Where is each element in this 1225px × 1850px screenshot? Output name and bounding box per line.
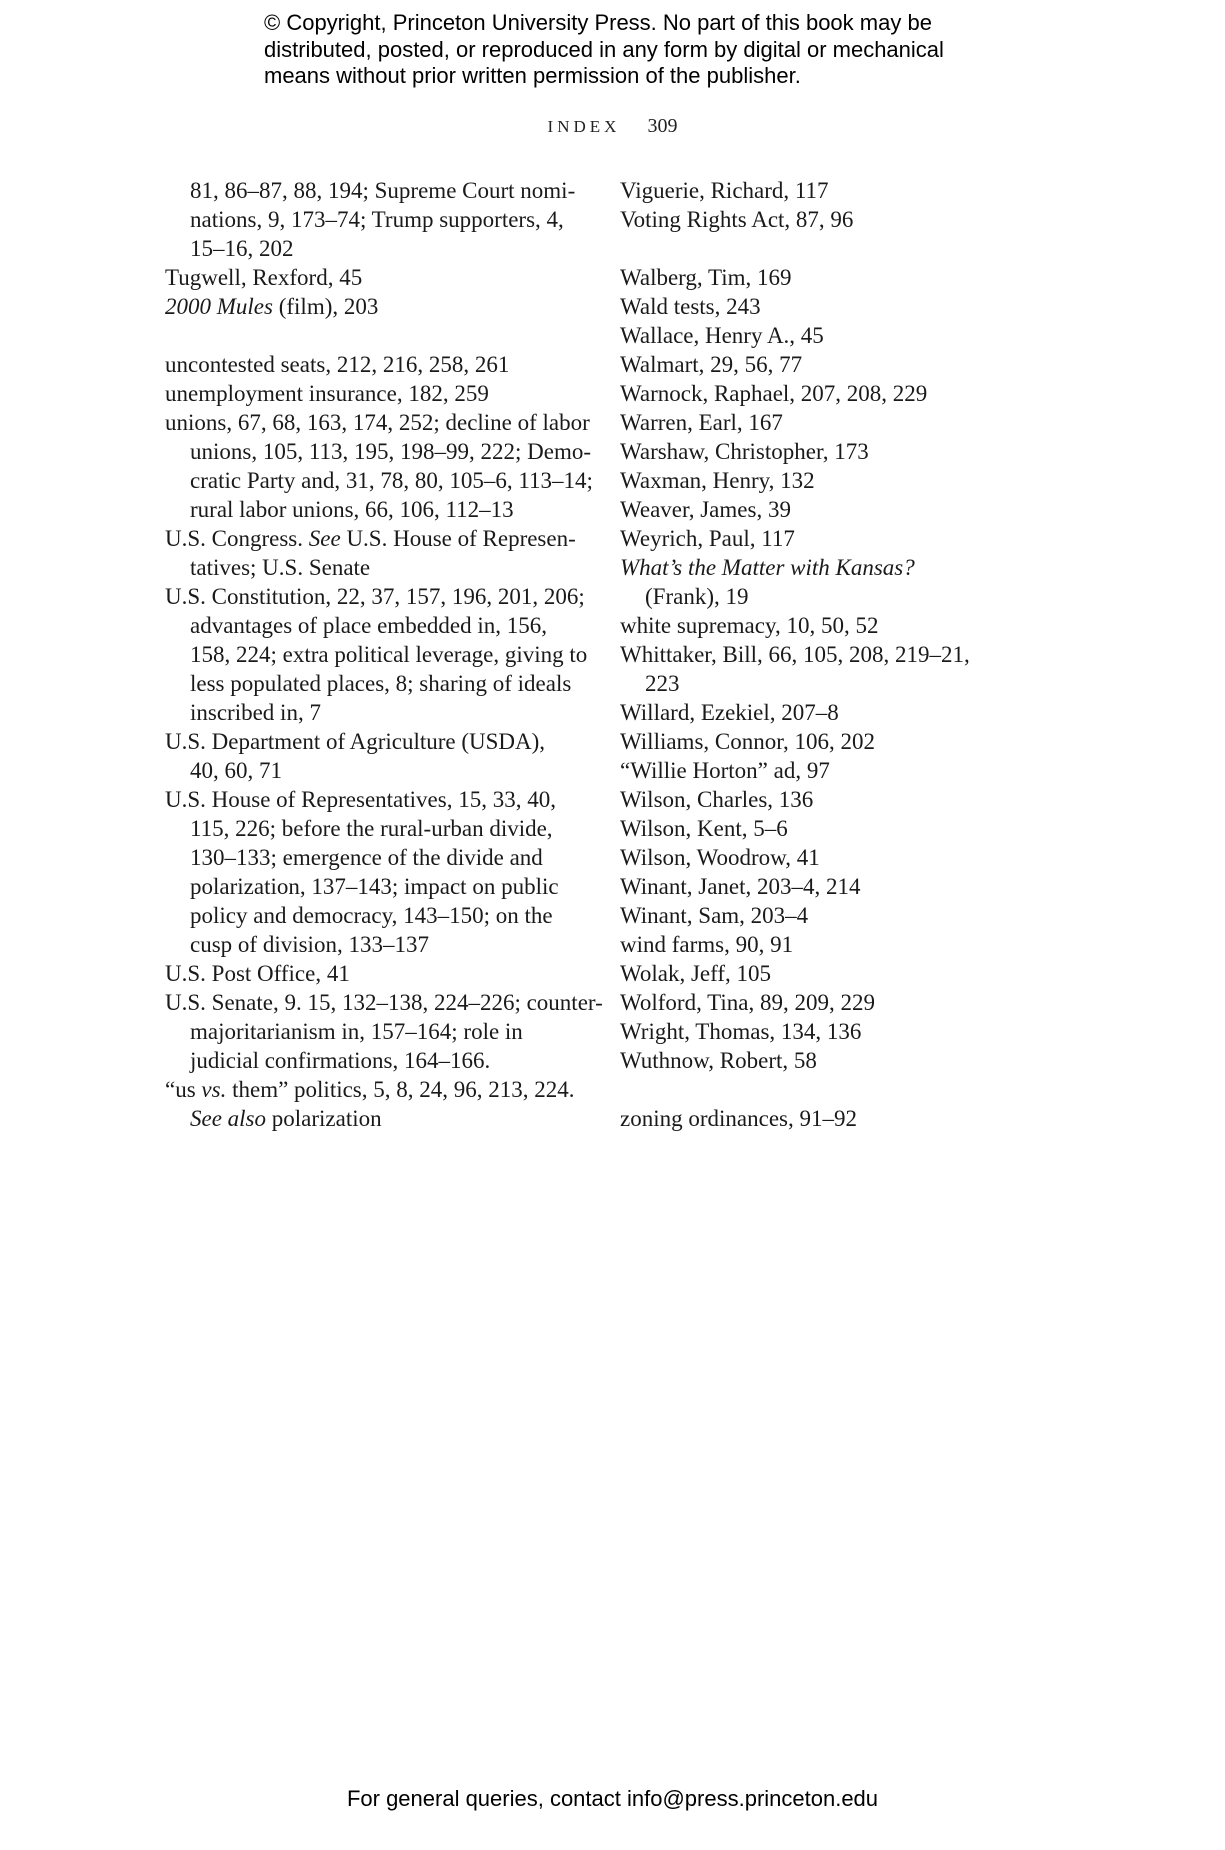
- entry-text: unions, 67, 68, 163, 174, 252; decline of labor: [165, 410, 590, 435]
- entry-text: 130–133; emergence of the divide and: [190, 845, 543, 870]
- index-entry-line: [165, 669, 580, 698]
- index-entry-line: [620, 959, 1060, 988]
- entry-text: tatives; U.S. Senate: [190, 555, 371, 580]
- running-head-label: INDEX: [547, 117, 621, 136]
- index-entry-line: [620, 698, 1060, 727]
- entry-italic-text: What’s the Matter with Kansas?: [620, 555, 915, 580]
- entry-text: 223: [645, 671, 680, 696]
- entry-text: Whittaker, Bill, 66, 105, 208, 219–21,: [620, 642, 970, 667]
- entry-text: U.S. Congress.: [165, 526, 309, 551]
- entry-text: unemployment insurance, 182, 259: [165, 381, 489, 406]
- entry-text: Winant, Sam, 203–4: [620, 903, 809, 928]
- index-entry-line: [620, 785, 1060, 814]
- entry-text: Walberg, Tim, 169: [620, 265, 792, 290]
- entry-text: majoritarianism in, 157–164; role in: [190, 1019, 523, 1044]
- entry-text: cusp of division, 133–137: [190, 932, 429, 957]
- entry-text: “us: [165, 1077, 202, 1102]
- index-entry-line: [165, 930, 580, 959]
- entry-text: 40, 60, 71: [190, 758, 282, 783]
- index-entry-line: [165, 292, 580, 321]
- index-entry-line: [620, 176, 1060, 205]
- entry-text: 158, 224; extra political leverage, giving to: [190, 642, 588, 667]
- entry-text: uncontested seats, 212, 216, 258, 261: [165, 352, 510, 377]
- entry-text: (Frank), 19: [645, 584, 749, 609]
- index-entry-line: [165, 234, 580, 263]
- index-entry-line: [165, 379, 580, 408]
- index-entry-line: [620, 1104, 1060, 1133]
- index-entry-line: [620, 263, 1060, 292]
- index-entry-line: [165, 785, 580, 814]
- entry-text: polarization, 137–143; impact on public: [190, 874, 559, 899]
- index-entry-line: [620, 466, 1060, 495]
- entry-text: Wald tests, 243: [620, 294, 761, 319]
- index-entry-line: [165, 640, 588, 669]
- entry-text: Wilson, Woodrow, 41: [620, 845, 820, 870]
- entry-text: Wilson, Kent, 5–6: [620, 816, 788, 841]
- index-entry-line: [165, 263, 580, 292]
- page-number: 309: [647, 115, 678, 137]
- index-entry-line: [165, 495, 580, 524]
- index-entry-line: [165, 872, 580, 901]
- entry-text: Walmart, 29, 56, 77: [620, 352, 803, 377]
- index-entry-line: [165, 1046, 580, 1075]
- index-entry-line: [620, 930, 1060, 959]
- entry-text: polarization: [266, 1106, 382, 1131]
- entry-italic-text: See: [308, 526, 341, 551]
- index-entry-line: [165, 988, 603, 1017]
- entry-text: Wilson, Charles, 136: [620, 787, 814, 812]
- entry-text: U.S. House of Representatives, 15, 33, 40,: [165, 787, 556, 812]
- index-entry-line: [620, 582, 1060, 611]
- index-entry-line: [620, 988, 1060, 1017]
- entry-text: advantages of place embedded in, 156,: [190, 613, 548, 638]
- entry-text: Weyrich, Paul, 117: [620, 526, 795, 551]
- index-entry-line: [165, 553, 580, 582]
- copyright-line-2: distributed, posted, or reproduced in any form by digital or mechanical: [264, 36, 944, 62]
- index-entry-line: [165, 698, 580, 727]
- entry-text: Warshaw, Christopher, 173: [620, 439, 869, 464]
- index-entry-line: [620, 901, 1060, 930]
- entry-text: Warnock, Raphael, 207, 208, 229: [620, 381, 928, 406]
- index-entry-line: [165, 524, 580, 553]
- index-entry-line: [620, 524, 1060, 553]
- index-entry-line: [620, 437, 1060, 466]
- index-entry-line: [620, 408, 1060, 437]
- entry-text: U.S. Constitution, 22, 37, 157, 196, 201, 206;: [165, 584, 585, 609]
- entry-text: Winant, Janet, 203–4, 214: [620, 874, 861, 899]
- index-spacer: [165, 321, 580, 350]
- index-entry-line: [165, 1017, 580, 1046]
- entry-text: Viguerie, Richard, 117: [620, 178, 829, 203]
- index-entry-line: [620, 669, 1060, 698]
- entry-text: unions, 105, 113, 195, 198–99, 222; Demo-: [190, 439, 591, 464]
- entry-text: cratic Party and, 31, 78, 80, 105–6, 113–14;: [190, 468, 593, 493]
- index-entry-line: [620, 843, 1060, 872]
- entry-text: 81, 86–87, 88, 194; Supreme Court nomi-: [190, 178, 576, 203]
- index-entry-line: [620, 1017, 1060, 1046]
- index-column-right: [620, 176, 1060, 1133]
- index-spacer: [620, 1075, 1060, 1104]
- entry-text: inscribed in, 7: [190, 700, 321, 725]
- entry-text: Voting Rights Act, 87, 96: [620, 207, 854, 232]
- entry-italic-text: 2000 Mules: [165, 294, 273, 319]
- entry-text: Wallace, Henry A., 45: [620, 323, 824, 348]
- copyright-notice: [264, 10, 984, 90]
- entry-italic-text: vs.: [201, 1077, 227, 1102]
- index-entry-line: [620, 1046, 1060, 1075]
- index-entry-line: [165, 176, 580, 205]
- entry-text: Williams, Connor, 106, 202: [620, 729, 875, 754]
- entry-text: Wolak, Jeff, 105: [620, 961, 772, 986]
- entry-text: Waxman, Henry, 132: [620, 468, 815, 493]
- index-entry-line: [165, 582, 585, 611]
- footer-contact: For general queries, contact info@press.princeton.edu: [346, 1786, 879, 1811]
- entry-text: wind farms, 90, 91: [620, 932, 794, 957]
- entry-text: Wuthnow, Robert, 58: [620, 1048, 817, 1073]
- index-entry-line: [620, 292, 1060, 321]
- index-entry-line: [620, 350, 1060, 379]
- index-entry-line: [620, 727, 1060, 756]
- entry-text: U.S. House of Represen-: [340, 526, 576, 551]
- entry-text: 115, 226; before the rural-urban divide,: [190, 816, 553, 841]
- index-entry-line: [165, 1075, 580, 1104]
- entry-text: Willard, Ezekiel, 207–8: [620, 700, 839, 725]
- index-entry-line: [620, 205, 1060, 234]
- entry-text: rural labor unions, 66, 106, 112–13: [190, 497, 514, 522]
- index-entry-line: [620, 553, 1060, 582]
- index-entry-line: [620, 611, 1060, 640]
- running-head: [0, 115, 1225, 138]
- index-entry-line: [165, 1104, 580, 1133]
- index-entry-line: [165, 901, 580, 930]
- entry-text: Wolford, Tina, 89, 209, 229: [620, 990, 875, 1015]
- index-entry-line: [165, 408, 590, 437]
- index-entry-line: [165, 756, 580, 785]
- index-entry-line: [620, 495, 1060, 524]
- entry-text: them” politics, 5, 8, 24, 96, 213, 224.: [226, 1077, 575, 1102]
- entry-text: judicial confirmations, 164–166.: [190, 1048, 491, 1073]
- copyright-line-3: means without prior written permission of the publisher.: [264, 63, 801, 88]
- entry-text: policy and democracy, 143–150; on the: [190, 903, 553, 928]
- entry-text: white supremacy, 10, 50, 52: [620, 613, 879, 638]
- index-entry-line: [620, 640, 1060, 669]
- index-entry-line: [165, 437, 591, 466]
- index-entry-line: [620, 814, 1060, 843]
- entry-text: Weaver, James, 39: [620, 497, 791, 522]
- index-entry-line: [165, 727, 580, 756]
- entry-text: (film), 203: [272, 294, 379, 319]
- entry-text: less populated places, 8; sharing of ideals: [190, 671, 572, 696]
- entry-text: Tugwell, Rexford, 45: [165, 265, 363, 290]
- entry-text: zoning ordinances, 91–92: [620, 1106, 857, 1131]
- entry-text: 15–16, 202: [190, 236, 294, 261]
- index-entry-line: [620, 872, 1060, 901]
- index-entry-line: [165, 959, 580, 988]
- index-entry-line: [620, 379, 1060, 408]
- entry-text: U.S. Post Office, 41: [165, 961, 350, 986]
- index-entry-line: [165, 843, 580, 872]
- index-spacer: [620, 234, 1060, 263]
- entry-text: nations, 9, 173–74; Trump supporters, 4,: [190, 207, 564, 232]
- index-entry-line: [165, 814, 580, 843]
- index-entry-line: [620, 756, 1060, 785]
- index-entry-line: [165, 466, 593, 495]
- copyright-line-1: © Copyright, Princeton University Press. No part of this book may be: [264, 10, 932, 35]
- entry-italic-text: See also: [190, 1106, 267, 1131]
- index-entry-line: [620, 321, 1060, 350]
- index-entry-line: [165, 205, 580, 234]
- entry-text: Wright, Thomas, 134, 136: [620, 1019, 862, 1044]
- entry-text: U.S. Department of Agriculture (USDA),: [165, 729, 546, 754]
- entry-text: Warren, Earl, 167: [620, 410, 783, 435]
- entry-text: U.S. Senate, 9. 15, 132–138, 224–226; counter-: [165, 990, 603, 1015]
- index-column-left: [165, 176, 603, 1133]
- index-entry-line: [165, 611, 580, 640]
- entry-text: “Willie Horton” ad, 97: [620, 758, 830, 783]
- index-entry-line: [165, 350, 580, 379]
